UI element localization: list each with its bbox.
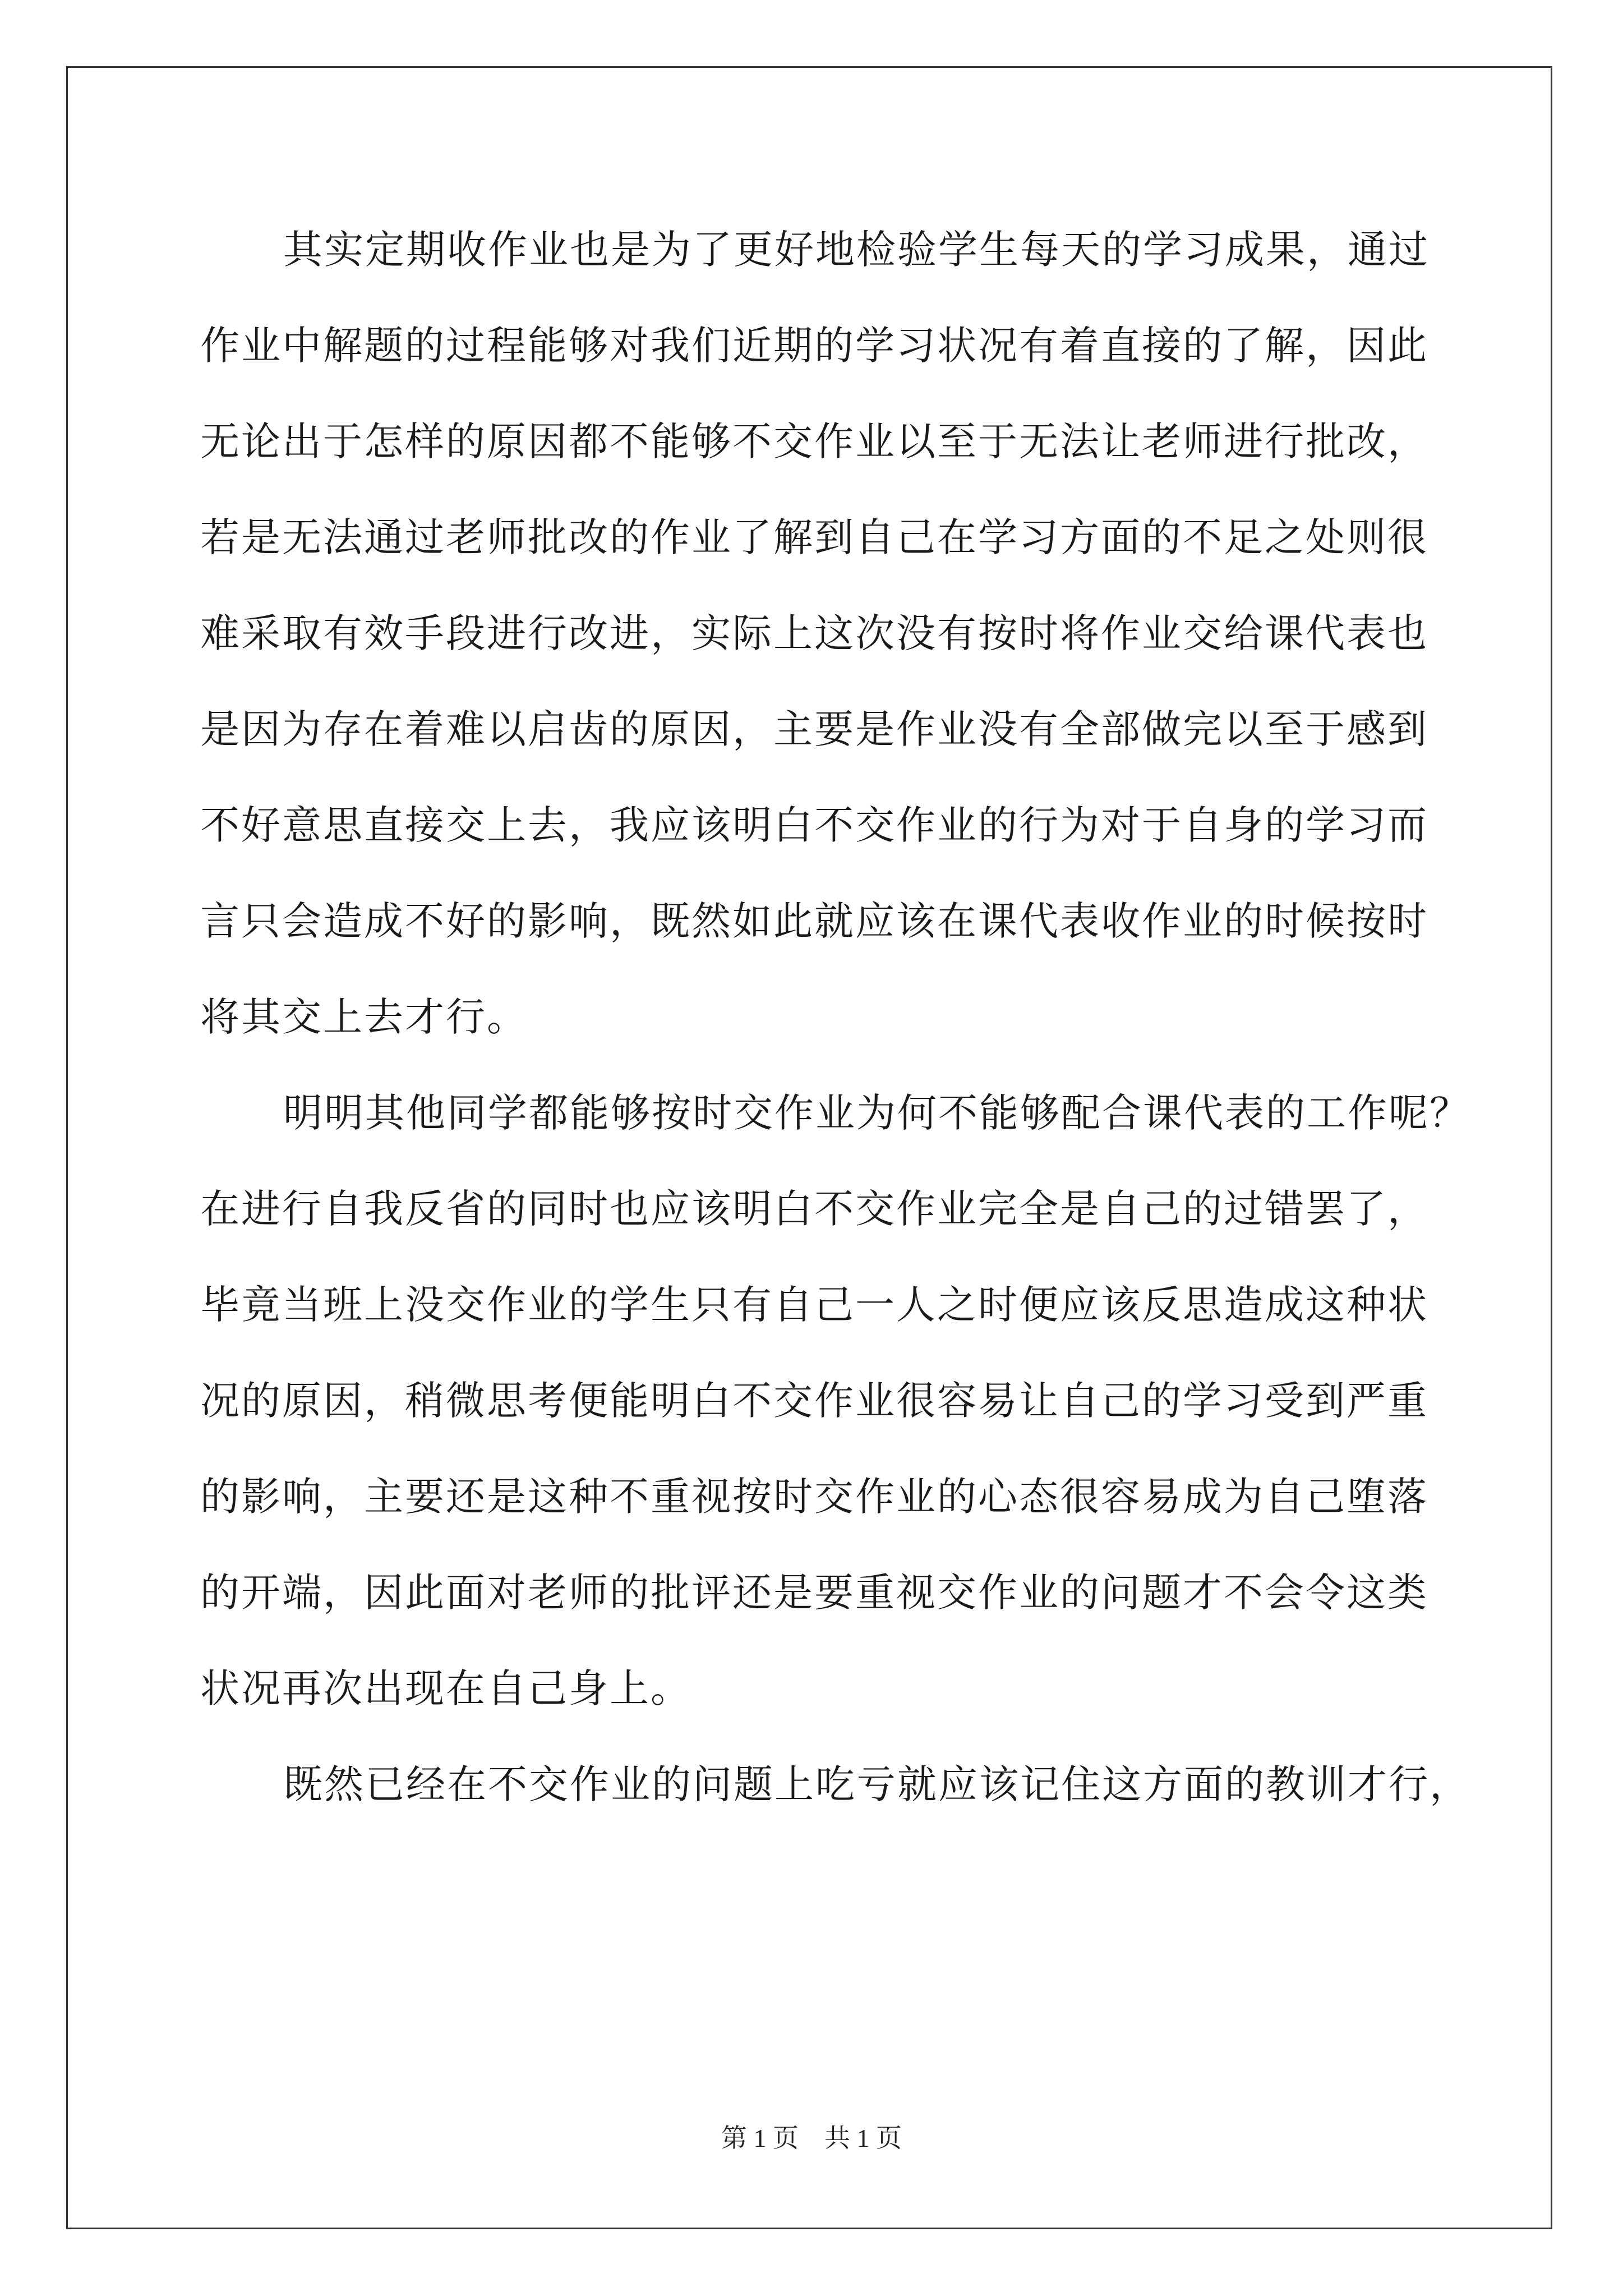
paragraph: [200, 1082, 1470, 1754]
text-line: 状况再次出现在自己身上。: [200, 1665, 691, 1711]
paragraph: [200, 1754, 1470, 1849]
text-line: 的开端，因此面对老师的批评还是要重视交作业的问题才不会令这类: [200, 1570, 1428, 1616]
text-line: 况的原因，稍微思考便能明白不交作业很容易让自己的学习受到严重: [200, 1378, 1428, 1424]
text-line: 毕竟当班上没交作业的学生只有自己一人之时便应该反思造成这种状: [200, 1282, 1428, 1328]
page-footer: 第 1 页 共 1 页: [721, 2124, 902, 2152]
text-line: 将其交上去才行。: [200, 994, 528, 1040]
text-line: 的影响，主要还是这种不重视按时交作业的心态很容易成为自己堕落: [200, 1474, 1428, 1520]
text-line: 无论出于怎样的原因都不能够不交作业以至于无法让老师进行批改，: [200, 418, 1428, 464]
text-line: 既然已经在不交作业的问题上吃亏就应该记住这方面的教训才行，: [283, 1761, 1470, 1807]
text-line: 是因为存在着难以启齿的原因，主要是作业没有全部做完以至于感到: [200, 706, 1428, 752]
text-line: 其实定期收作业也是为了更好地检验学生每天的学习成果，通过: [283, 227, 1430, 273]
paragraph: [200, 219, 1430, 1082]
text-line: 明明其他同学都能够按时交作业为何不能够配合课代表的工作呢？: [283, 1090, 1470, 1136]
text-line: 若是无法通过老师批改的作业了解到自己在学习方面的不足之处则很: [200, 514, 1428, 560]
text-line: 不好意思直接交上去，我应该明白不交作业的行为对于自身的学习而: [200, 802, 1428, 848]
text-line: 言只会造成不好的影响，既然如此就应该在课代表收作业的时候按时: [200, 898, 1428, 944]
text-line: 作业中解题的过程能够对我们近期的学习状况有着直接的了解，因此: [200, 323, 1428, 369]
text-line: 在进行自我反省的同时也应该明白不交作业完全是自己的过错罢了，: [200, 1186, 1428, 1232]
text-line: 难采取有效手段进行改进，实际上这次没有按时将作业交给课代表也: [200, 610, 1428, 656]
document-body: [200, 219, 1470, 1849]
